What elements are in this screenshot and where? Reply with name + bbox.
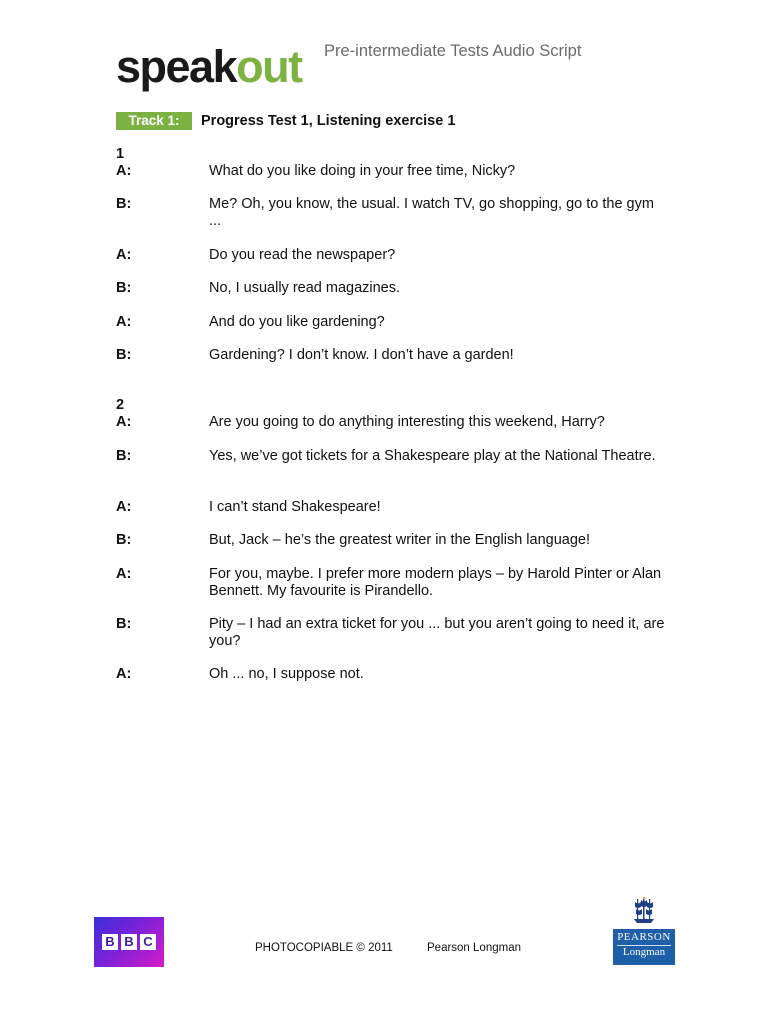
longman-wordmark: Longman <box>622 946 666 958</box>
dialogue-text: Pity – I had an extra ticket for you ... but you aren’t going to need it, are you? <box>209 616 665 649</box>
speaker-label: A: <box>116 666 132 682</box>
logo-out: out <box>236 41 302 92</box>
track-badge: Track 1: <box>116 112 192 130</box>
dialogue-text: No, I usually read magazines. <box>209 280 401 296</box>
ship-icon <box>630 895 658 925</box>
dialogue-text: And do you like gardening? <box>209 314 385 330</box>
speaker-label: B: <box>116 280 132 296</box>
publisher-name: Pearson Longman <box>427 942 521 954</box>
document-title: Pre-intermediate Tests Audio Script <box>324 42 582 60</box>
speaker-label: A: <box>116 314 132 330</box>
dialogue-text: I can’t stand Shakespeare! <box>209 499 381 515</box>
dialogue-text: But, Jack – he’s the greatest writer in the English language! <box>209 532 590 548</box>
pearson-longman-logo <box>613 895 675 963</box>
speaker-label: A: <box>116 247 132 263</box>
section-number: 2 <box>116 397 125 413</box>
dialogue-text: Yes, we’ve got tickets for a Shakespeare play at the National Theatre. <box>209 448 656 464</box>
dialogue-text: Oh ... no, I suppose not. <box>209 666 364 682</box>
bbc-letter: B <box>121 934 137 950</box>
dialogue-text: Are you going to do anything interesting this weekend, Harry? <box>209 414 605 430</box>
speaker-label: A: <box>116 566 132 582</box>
speaker-label: B: <box>116 347 132 363</box>
speaker-label: B: <box>116 448 132 464</box>
photocopiable-notice: PHOTOCOPIABLE © 2011 <box>255 942 393 954</box>
pearson-wordmark: PEARSON <box>617 931 671 943</box>
bbc-logo <box>94 917 164 967</box>
speaker-label: A: <box>116 163 132 179</box>
track-header <box>116 112 455 130</box>
section-number: 1 <box>116 146 125 162</box>
dialogue-text: Gardening? I don’t know. I don’t have a garden! <box>209 347 514 363</box>
speaker-label: B: <box>116 196 132 212</box>
dialogue-text: Me? Oh, you know, the usual. I watch TV, go shopping, go to the gym ... <box>209 196 654 229</box>
speaker-label: A: <box>116 499 132 515</box>
dialogue-text: For you, maybe. I prefer more modern plays – by Harold Pinter or Alan Bennett. My favourite is Pirandello. <box>209 566 662 599</box>
dialogue-text: Do you read the newspaper? <box>209 247 396 263</box>
speaker-label: B: <box>116 532 132 548</box>
track-title: Progress Test 1, Listening exercise 1 <box>201 113 456 129</box>
bbc-letter: B <box>102 934 118 950</box>
speaker-label: B: <box>116 616 132 632</box>
logo-speak: speak <box>116 41 237 92</box>
dialogue-text: What do you like doing in your free time, Nicky? <box>209 163 516 179</box>
speaker-label: A: <box>116 414 132 430</box>
speakout-logo <box>116 41 302 92</box>
bbc-letter: C <box>140 934 156 950</box>
